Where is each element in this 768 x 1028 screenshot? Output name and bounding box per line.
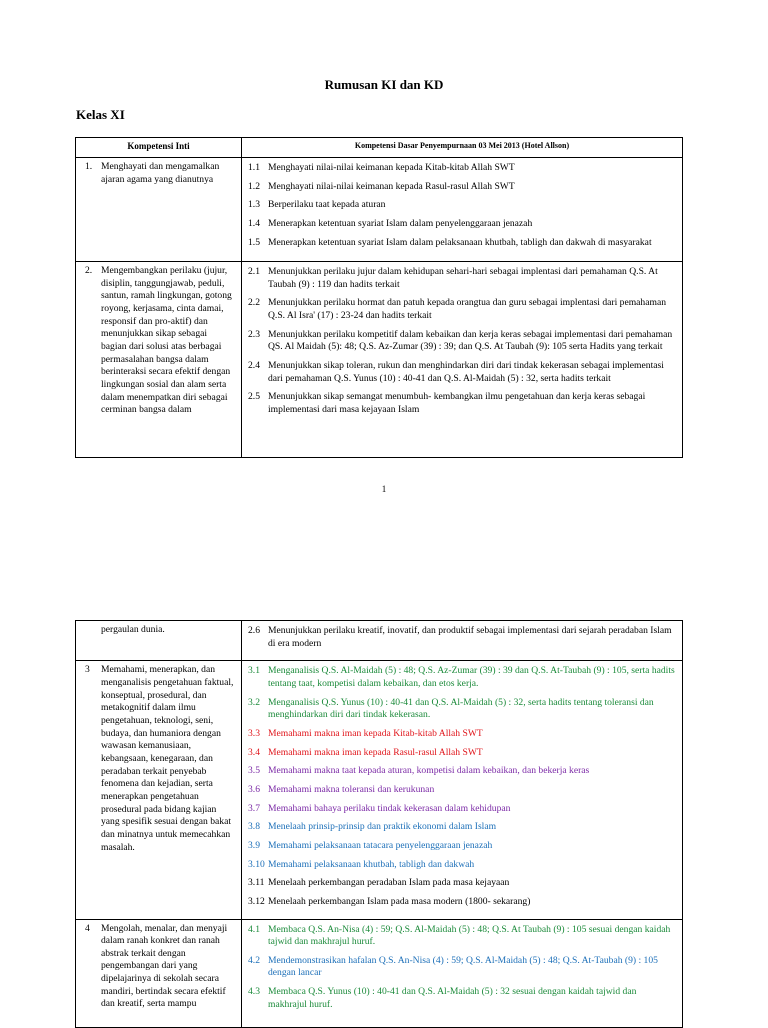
ki-row: [76, 158, 683, 262]
kd-item: [248, 697, 677, 722]
kd-number: 4.3: [248, 986, 260, 998]
kd-text: Menunjukkan perilaku kreatif, inovatif, dan produktif sebagai implementasi dari sejarah peradaban Islam di era modern: [268, 625, 672, 649]
kd-number: 3.8: [248, 821, 260, 833]
ki-cell: [76, 621, 242, 661]
ki-text: pergaulan dunia.: [101, 624, 165, 635]
kd-item: [248, 955, 677, 980]
ki-cell: [76, 158, 242, 262]
ki-number: 2.: [85, 265, 93, 276]
kd-item: [248, 625, 677, 650]
kd-text: Memahami pelaksanaan tatacara penyelenggaraan jenazah: [268, 839, 493, 851]
kd-item: [248, 297, 677, 322]
ki-text: Menghayati dan mengamalkan ajaran agama yang dianutnya: [101, 161, 220, 185]
kd-text: Menunjukkan perilaku hormat dan patuh kepada orangtua dan guru sebagai implentasi dari pemahaman Q.S. Al Isra' (17) : 23-24 dan hadits terkait: [268, 297, 667, 321]
kd-number: 3.1: [248, 665, 260, 677]
kd-number: 2.5: [248, 391, 260, 403]
kd-text: Memahami makna toleransi dan kerukunan: [268, 783, 435, 795]
ki-number: [85, 624, 101, 637]
kd-item: [248, 360, 677, 385]
kd-text: Membaca Q.S. An-Nisa (4) : 59; Q.S. Al-Maidah (5) : 48; Q.S. At Taubah (9) : 105 sesuai dengan kaidah tajwid dan makhrajul huruf.: [268, 923, 671, 948]
kd-cell: [242, 262, 683, 458]
ki-text: Memahami, menerapkan, dan menganalisis pengetahuan faktual, konseptual, prosedural, dan metakognitif dalam ilmu pengetahuan, teknologi, seni, budaya, dan humaniora dengan wawasan kemanusiaan, kebangsaan, kenegaraan, dan peradaban terkait penyebab fenomena dan kejadian, serta menerapkan pengetahuan prosedural pada bidang kajian yang spesifik sesuai dengan bakat dan minatnya untuk memecahkan masalah.: [101, 664, 234, 853]
kd-text: Menunjukkan sikap semangat menumbuh- kembangkan ilmu pengetahuan dan kerja keras sebagai implementasi dari masa kejayaan Islam: [268, 391, 646, 415]
kd-item: [248, 162, 677, 175]
kd-text: Menghayati nilai-nilai keimanan kepada Kitab-kitab Allah SWT: [268, 162, 515, 173]
kd-number: 1.3: [248, 199, 260, 211]
kd-item: [248, 199, 677, 212]
kd-number: 3.9: [248, 839, 260, 851]
kd-number: 3.11: [248, 877, 265, 889]
kd-item: [248, 266, 677, 291]
header-ki: Kompetensi Inti: [76, 138, 242, 158]
ki-row: [76, 621, 683, 661]
ki-cell: [76, 262, 242, 458]
kd-text: Membaca Q.S. Yunus (10) : 40-41 dan Q.S. Al-Maidah (5) : 32 sesuai dengan kaidah tajwid dan makhrajul huruf.: [268, 986, 637, 1010]
kd-item: [248, 896, 677, 909]
competency-table-page-2: [75, 620, 683, 1028]
ki-cell: [76, 919, 242, 1027]
kd-item: [248, 329, 677, 354]
kd-number: 2.3: [248, 328, 260, 340]
document-title: Rumusan KI dan KD: [324, 77, 444, 92]
kd-number: 1.2: [248, 180, 260, 192]
kd-number: 2.4: [248, 359, 260, 371]
kd-text: Menghayati nilai-nilai keimanan kepada Rasul-rasul Allah SWT: [268, 180, 515, 192]
kd-item: [248, 728, 677, 741]
ki-number: 1.: [85, 161, 93, 172]
kd-item: [248, 218, 677, 231]
class-heading: Kelas XI: [76, 107, 125, 122]
kd-text: Menganalisis Q.S. Al-Maidah (5) : 48; Q.S. Az-Zumar (39) : 39 dan Q.S. At-Taubah (9) : 105, serta hadits tentang taat, kompetisi dalam kebaikan, dan etos kerja.: [268, 665, 675, 689]
kd-text: Menerapkan ketentuan syariat Islam dalam penyelenggaraan jenazah: [268, 217, 533, 229]
kd-number: 1.1: [248, 162, 260, 173]
kd-number: 2.6: [248, 625, 260, 636]
kd-number: 3.5: [248, 765, 260, 777]
ki-text: Mengolah, menalar, dan menyaji dalam ranah konkret dan ranah abstrak terkait dengan pengembangan dari yang dipelajarinya di sekolah secara mandiri, bertindak secara efektif dan kreatif, serta mampu: [101, 922, 228, 1010]
kd-cell: [242, 661, 683, 919]
kd-text: Menerapkan ketentuan syariat Islam dalam pelaksanaan khutbah, tabligh dan dakwah di masyarakat: [268, 236, 652, 248]
kd-text: Menunjukkan perilaku kompetitif dalam kebaikan dan kerja keras sebagai implementasi dari pemahaman QS. Al Maidah (5): 48; Q.S. Az-Zumar (39) : 39; dan Q.S. At Taubah (9): 105 serta Hadits yang terkait: [268, 328, 673, 353]
kd-item: [248, 840, 677, 853]
kd-item: [248, 877, 677, 890]
kd-text: Berperilaku taat kepada aturan: [268, 199, 386, 211]
kd-cell: [242, 158, 683, 262]
kd-number: 2.2: [248, 297, 260, 309]
kd-item: [248, 181, 677, 194]
kd-number: 1.4: [248, 217, 260, 229]
ki-text: Mengembangkan perilaku (jujur, disiplin, tanggungjawab, peduli, santun, ramah lingkungan, gotong royong, kerjasama, cinta damai, responsif dan pro-aktif) dan menunjukkan sikap sebagai bagian dari solusi atas berbagai permasalahan bangsa dalam berinteraksi secara efektif dengan lingkungan sosial dan alam serta dalam menempatkan diri sebagai cerminan bangsa dalam: [101, 265, 232, 416]
page-number: 1: [381, 484, 387, 494]
kd-item: [248, 391, 677, 416]
ki-row: [76, 661, 683, 919]
kd-text: Menelaah perkembangan peradaban Islam pada masa kejayaan: [268, 877, 510, 889]
kd-item: [248, 665, 677, 690]
ki-row: [76, 919, 683, 1027]
kd-item: [248, 821, 677, 834]
kd-number: 1.5: [248, 236, 260, 248]
kd-item: [248, 784, 677, 797]
kd-item: [248, 747, 677, 760]
ki-cell: [76, 661, 242, 919]
kd-number: 2.1: [248, 266, 260, 277]
kd-number: 3.3: [248, 727, 260, 739]
kd-cell: [242, 621, 683, 661]
kd-item: [248, 803, 677, 816]
kd-number: 3.4: [248, 746, 260, 758]
kd-item: [248, 986, 677, 1011]
kd-text: Menelaah prinsip-prinsip dan praktik ekonomi dalam Islam: [268, 821, 497, 833]
kd-number: 3.6: [248, 783, 260, 795]
kd-item: [248, 859, 677, 872]
kd-number: 4.2: [248, 954, 260, 966]
kd-text: Memahami makna iman kepada Rasul-rasul Allah SWT: [268, 746, 483, 758]
kd-text: Memahami bahaya perilaku tindak kekerasan dalam kehidupan: [268, 802, 511, 814]
ki-row: [76, 262, 683, 458]
kd-text: Menganalisis Q.S. Yunus (10) : 40-41 dan Q.S. Al-Maidah (5) : 32, serta hadits tentang toleransi dan menghindarkan diri dari tindak kekerasan.: [268, 696, 654, 721]
kd-text: Memahami makna iman kepada Kitab-kitab Allah SWT: [268, 727, 483, 739]
kd-number: 4.1: [248, 923, 260, 935]
kd-text: Menunjukkan perilaku jujur dalam kehidupan sehari-hari sebagai implentasi dari pemahaman Q.S. At Taubah (9) : 119 dan hadits terkait: [268, 266, 658, 290]
kd-item: [248, 765, 677, 778]
kd-item: [248, 237, 677, 250]
competency-table-page-1: [75, 137, 683, 458]
kd-number: 3.2: [248, 696, 260, 708]
kd-text: Memahami makna taat kepada aturan, kompetisi dalam kebaikan, dan bekerja keras: [268, 765, 590, 777]
kd-item: [248, 924, 677, 949]
kd-text: Menelaah perkembangan Islam pada masa modern (1800- sekarang): [268, 895, 531, 907]
kd-text: Memahami pelaksanaan khutbah, tabligh dan dakwah: [268, 858, 475, 870]
kd-number: 3.7: [248, 802, 260, 814]
header-kd: Kompetensi Dasar Penyempurnaan 03 Mei 2013 (Hotel Allson): [242, 138, 683, 158]
kd-cell: [242, 919, 683, 1027]
kd-number: 3.10: [248, 858, 265, 870]
ki-number: 4: [85, 922, 90, 934]
kd-number: 3.12: [248, 895, 265, 907]
kd-text: Menunjukkan sikap toleran, rukun dan menghindarkan diri dari tindak kekerasan sebagai implementasi dari pemahaman Q.S. Yunus (10) : 40-41 dan Q.S. Al-Maidah (5) : 32, serta hadits terkait: [268, 359, 664, 384]
ki-number: 3: [85, 664, 90, 676]
kd-text: Mendemonstrasikan hafalan Q.S. An-Nisa (4) : 59; Q.S. Al-Maidah (5) : 48; Q.S. At-Taubah (9) : 105 dengan lancar: [268, 954, 658, 979]
